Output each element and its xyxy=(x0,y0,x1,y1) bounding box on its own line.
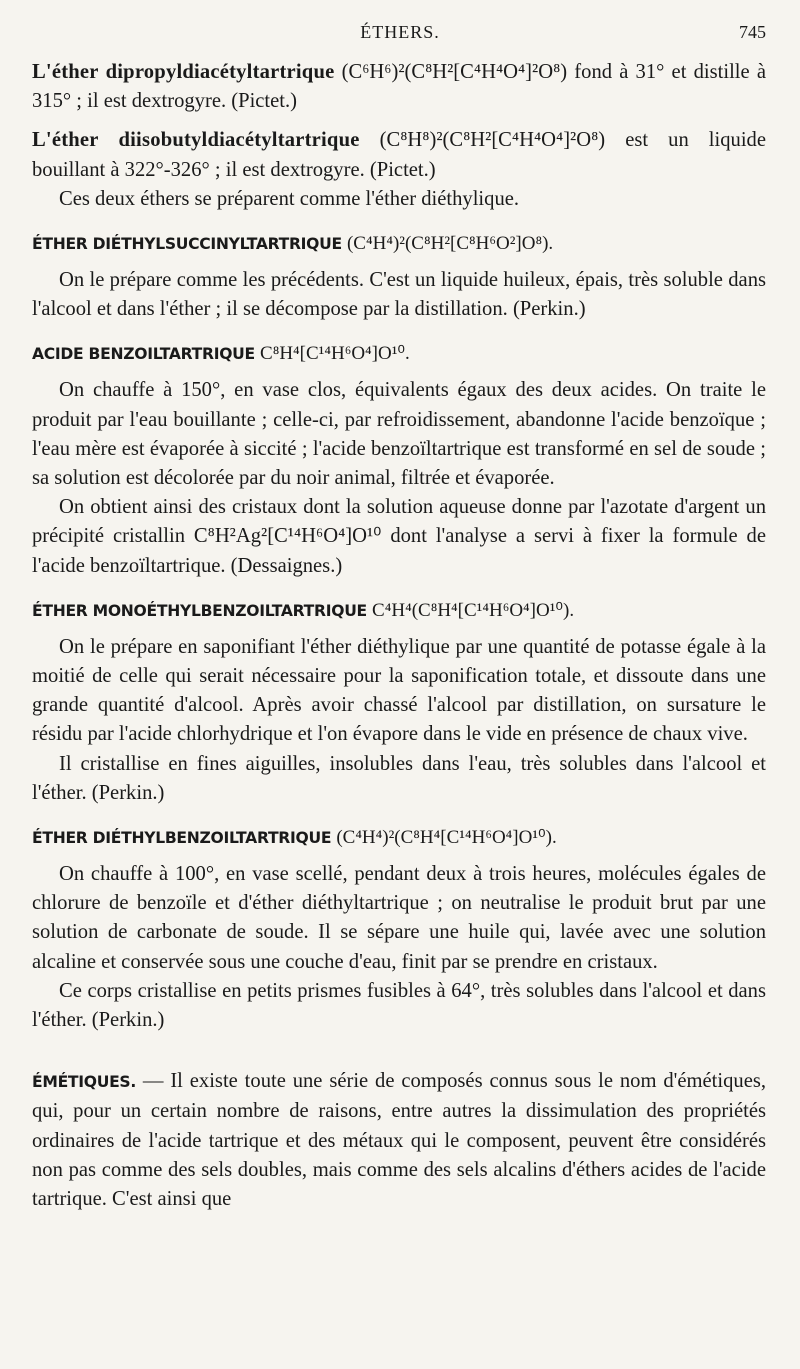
section-formula: (C⁴H⁴)²(C⁸H²[C⁸H⁶O²]O⁸). xyxy=(346,233,554,255)
paragraph-diisobutyl xyxy=(32,126,766,184)
compound-name: L'éther dipropyldiacétyltartrique xyxy=(32,61,335,83)
paragraph-text: (C⁸H⁸)²(C⁸H²[C⁴H⁴O⁴]²O⁸) est un liquide bouillant à 322°-326° ; il est dextrogyre. (Pictet.) xyxy=(32,129,766,181)
running-header xyxy=(0,22,800,46)
section-heading-name: ACIDE BENZOILTARTRIQUE xyxy=(32,345,255,364)
section-paragraph: On chauffe à 100°, en vase scellé, pendant deux à trois heures, molécules égales de chlorure de benzoïle et d'éther diéthyltartrique ; on neutralise le produit brut par une solution de carbonate de soude. Il se sépare une huile qui, lavée avec une solution alcaline et conservée sous une couche d'eau, finit par se prendre en cristaux. xyxy=(32,863,766,973)
section-paragraph: On le prépare en saponifiant l'éther diéthylique par une quantité de potasse égale à la moitié de celle qui serait nécessaire pour la saponification totale, et dissoute dans une grande quantité d'alcool. Après avoir chassé l'alcool par distillation, on sursature le résidu par l'acide chlorhydrique et l'on évapore dans le vide en présence de chaux vive. xyxy=(32,635,766,746)
section-formula: (C⁴H⁴)²(C⁸H⁴[C¹⁴H⁶O⁴]O¹⁰). xyxy=(336,827,557,849)
section-paragraph: On obtient ainsi des cristaux dont la solution aqueuse donne par l'azotate d'argent un précipité cristallin C⁸H²Ag²[C¹⁴H⁶O⁴]O¹⁰ dont l'analyse a servi à fixer la formule de l'acide benzoïltartrique. (Dessaignes.) xyxy=(32,496,766,577)
compound-name: L'éther diisobutyldiacétyltartrique xyxy=(32,129,360,152)
page-body xyxy=(32,58,766,1214)
section-heading-name: ÉTHER DIÉTHYLBENZOILTARTRIQUE xyxy=(32,829,332,848)
section-paragraph: On chauffe à 150°, en vase clos, équivalents égaux des deux acides. On traite le produit par l'eau bouillante ; celle-ci, par refroidissement, abandonne l'acide benzoïque ; l'eau mère est évaporée à siccité ; l'acide benzoïltartrique est transformé en sel de soude ; sa solution est décolorée par du noir animal, filtrée et évaporée. xyxy=(32,379,766,490)
paragraph-text: (C⁶H⁶)²(C⁸H²[C⁴H⁴O⁴]²O⁸) fond à 31° et distille à 315° ; il est dextrogyre. (Pictet.) xyxy=(32,61,766,113)
section-paragraph: Il cristallise en fines aiguilles, insolubles dans l'eau, très solubles dans l'alcool et l'éther. (Perkin.) xyxy=(32,752,766,804)
section-heading xyxy=(32,232,766,256)
section-paragraph: On le prépare comme les précédents. C'est un liquide huileux, épais, très soluble dans l'alcool et dans l'éther ; il se décompose par la distillation. (Perkin.) xyxy=(32,269,766,321)
section-heading xyxy=(32,599,766,623)
section-formula: C⁸H⁴[C¹⁴H⁶O⁴]O¹⁰. xyxy=(260,343,410,365)
section-heading-name: ÉTHER DIÉTHYLSUCCINYLTARTRIQUE xyxy=(32,235,342,254)
page-number: 745 xyxy=(739,22,766,42)
section-heading-name: ÉTHER MONOÉTHYLBENZOILTARTRIQUE xyxy=(32,601,367,620)
section-heading-inline: ÉMÉTIQUES. xyxy=(32,1073,136,1092)
paragraph-preparation-note: Ces deux éthers se préparent comme l'éther diéthylique. xyxy=(59,187,520,210)
running-title: ÉTHERS. xyxy=(360,22,440,42)
section-formula: C⁴H⁴(C⁸H⁴[C¹⁴H⁶O⁴]O¹⁰). xyxy=(372,599,575,621)
paragraph-text: — Il existe toute une série de composés connus sous le nom d'émétiques, qui, pour un certain nombre de raisons, entre autres la dissimulation des propriétés ordinaires de l'acide tartrique et des métaux qui le composent, peuvent être considérés non pas comme des sels doubles, mais comme des sels alcalins d'éthers acides de l'acide tartrique. C'est ainsi que xyxy=(32,1070,766,1211)
paragraph-emetiques xyxy=(32,1067,766,1214)
section-paragraph: Ce corps cristallise en petits prismes fusibles à 64°, très solubles dans l'alcool et dans l'éther. (Perkin.) xyxy=(32,979,766,1032)
section-heading xyxy=(32,342,766,366)
section-heading xyxy=(32,826,766,850)
paragraph-dipropyl xyxy=(32,58,766,116)
